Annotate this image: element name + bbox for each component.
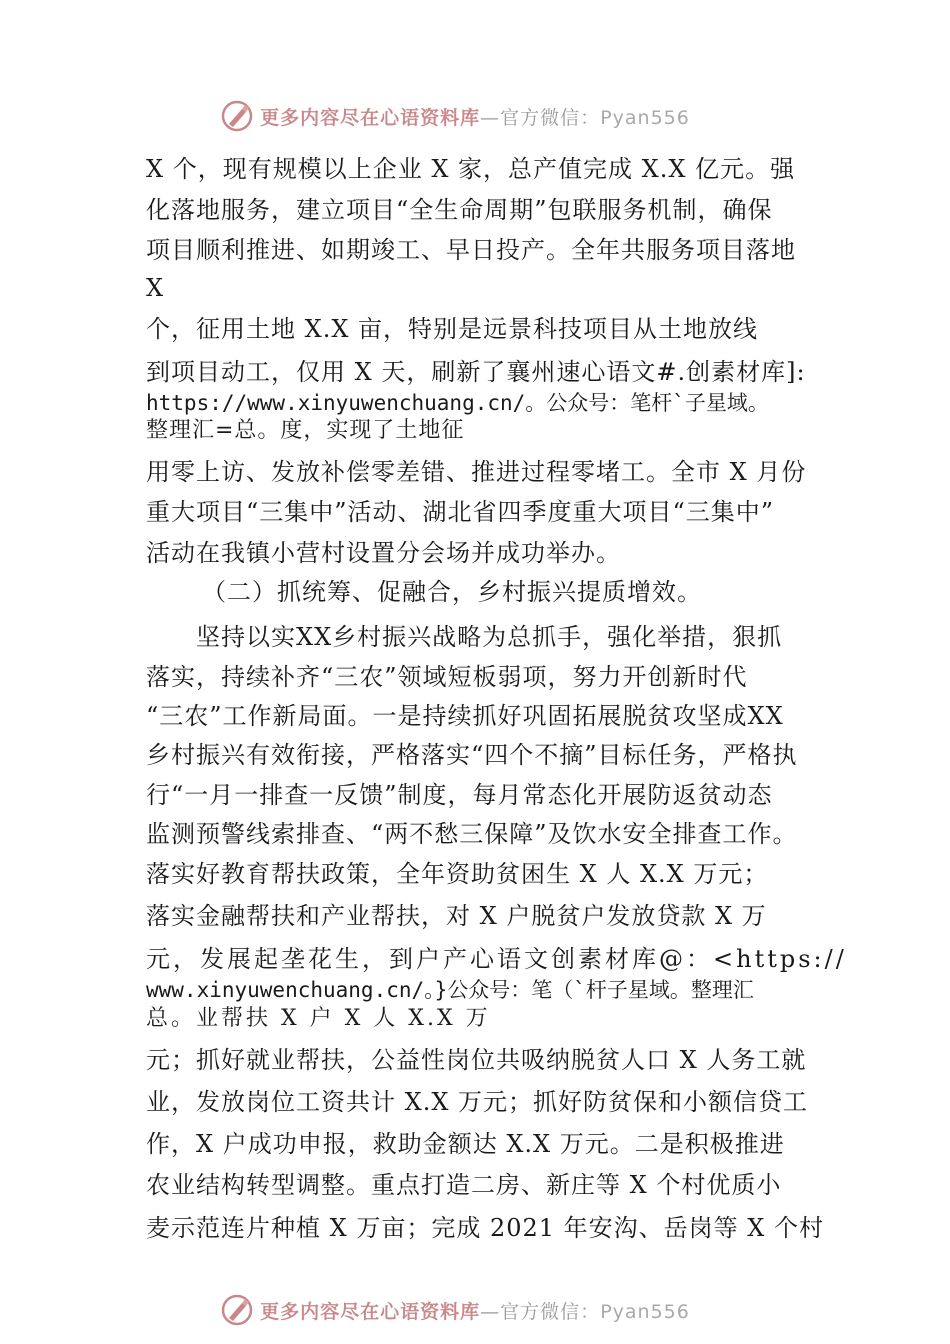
header-watermark bbox=[0, 96, 950, 136]
body-line: 落实，持续补齐“三农”领域短板弱项，努力开创新时代 bbox=[146, 663, 748, 691]
body-line: 元；抓好就业帮扶，公益性岗位共吸纳脱贫人口 X 人务工就 bbox=[146, 1046, 807, 1074]
body-line: “三农”工作新局面。一是持续抓好巩固拓展脱贫攻坚成XX bbox=[146, 702, 784, 730]
watermark-wechat-label: 官方微信： bbox=[500, 1300, 601, 1323]
body-line: 乡村振兴有效衔接，严格落实“四个不摘”目标任务，严格执 bbox=[146, 741, 798, 769]
watermark-brand: 更多内容尽在心语资料库 bbox=[260, 1300, 481, 1323]
body-line: 监测预警线索排查、“两不愁三保障”及饮水安全排查工作。 bbox=[146, 820, 798, 848]
watermark-brand: 更多内容尽在心语资料库 bbox=[260, 106, 481, 129]
body-line: X 个，现有规模以上企业 X 家，总产值完成 X.X 亿元。强 bbox=[146, 155, 796, 183]
footer-watermark bbox=[0, 1290, 950, 1330]
body-line: 落实好教育帮扶政策，全年资助贫困生 X 人 X.X 万元； bbox=[146, 860, 769, 888]
body-line: X bbox=[146, 274, 165, 302]
body-line-url: https://www.xinyuwenchuang.cn/。公众号：笔杆`子星域。 bbox=[146, 391, 769, 415]
pen-nib-seal-icon bbox=[220, 99, 254, 133]
body-line: 行“一月一排查一反馈”制度，每月常态化开展防返贫动态 bbox=[146, 781, 773, 809]
body-line: 重大项目“三集中”活动、湖北省四季度重大项目“三集中” bbox=[146, 498, 775, 526]
body-line: 整理汇=总。度，实现了土地征 bbox=[146, 418, 465, 443]
body-line: 总。业帮扶 X 户 X 人 X.X 万 bbox=[146, 1006, 491, 1031]
body-line: 作，X 户成功申报，救助金额达 X.X 万元。二是积极推进 bbox=[146, 1130, 785, 1158]
watermark-wechat-id: Pyan556 bbox=[600, 106, 690, 129]
body-line-url: www.xinyuwenchuang.cn/。}公众号：笔（`杆子星域。整理汇 bbox=[146, 978, 754, 1002]
body-line: 用零上访、发放补偿零差错、推进过程零堵工。全市 X 月份 bbox=[146, 458, 807, 486]
body-line: 元，发展起垄花生，到户产心语文创素材库@：<https:// bbox=[146, 945, 847, 973]
section-heading: （二）抓统筹、促融合，乡村振兴提质增效。 bbox=[202, 578, 702, 606]
body-line: 个，征用土地 X.X 亩，特别是远景科技项目从土地放线 bbox=[146, 315, 759, 343]
paragraph-first-line: 坚持以实XX乡村振兴战略为总抓手，强化举措，狠抓 bbox=[196, 623, 783, 651]
body-line: 麦示范连片种植 X 万亩；完成 2021 年安沟、岳岗等 X 个村 bbox=[146, 1214, 825, 1242]
watermark-label bbox=[260, 1297, 690, 1324]
watermark-separator: — bbox=[480, 1300, 501, 1323]
body-line: 项目顺利推进、如期竣工、早日投产。全年共服务项目落地 bbox=[146, 236, 796, 264]
watermark-wechat-label: 官方微信： bbox=[500, 106, 601, 129]
body-line: 活动在我镇小营村设置分会场并成功举办。 bbox=[146, 539, 621, 567]
pen-nib-seal-icon bbox=[220, 1293, 254, 1327]
watermark-label bbox=[260, 103, 690, 130]
body-line: 农业结构转型调整。重点打造二房、新庄等 X 个村优质小 bbox=[146, 1171, 782, 1199]
body-line: 业，发放岗位工资共计 X.X 万元；抓好防贫保和小额信贷工 bbox=[146, 1088, 809, 1116]
watermark-separator: — bbox=[480, 106, 501, 129]
body-line: 化落地服务，建立项目“全生命周期”包联服务机制，确保 bbox=[146, 196, 773, 224]
watermark-wechat-id: Pyan556 bbox=[600, 1300, 690, 1323]
body-line: 到项目动工，仅用 X 天，刷新了襄州速心语文#.创素材库]: bbox=[146, 358, 806, 386]
body-line: 落实金融帮扶和产业帮扶，对 X 户脱贫户发放贷款 X 万 bbox=[146, 902, 767, 930]
